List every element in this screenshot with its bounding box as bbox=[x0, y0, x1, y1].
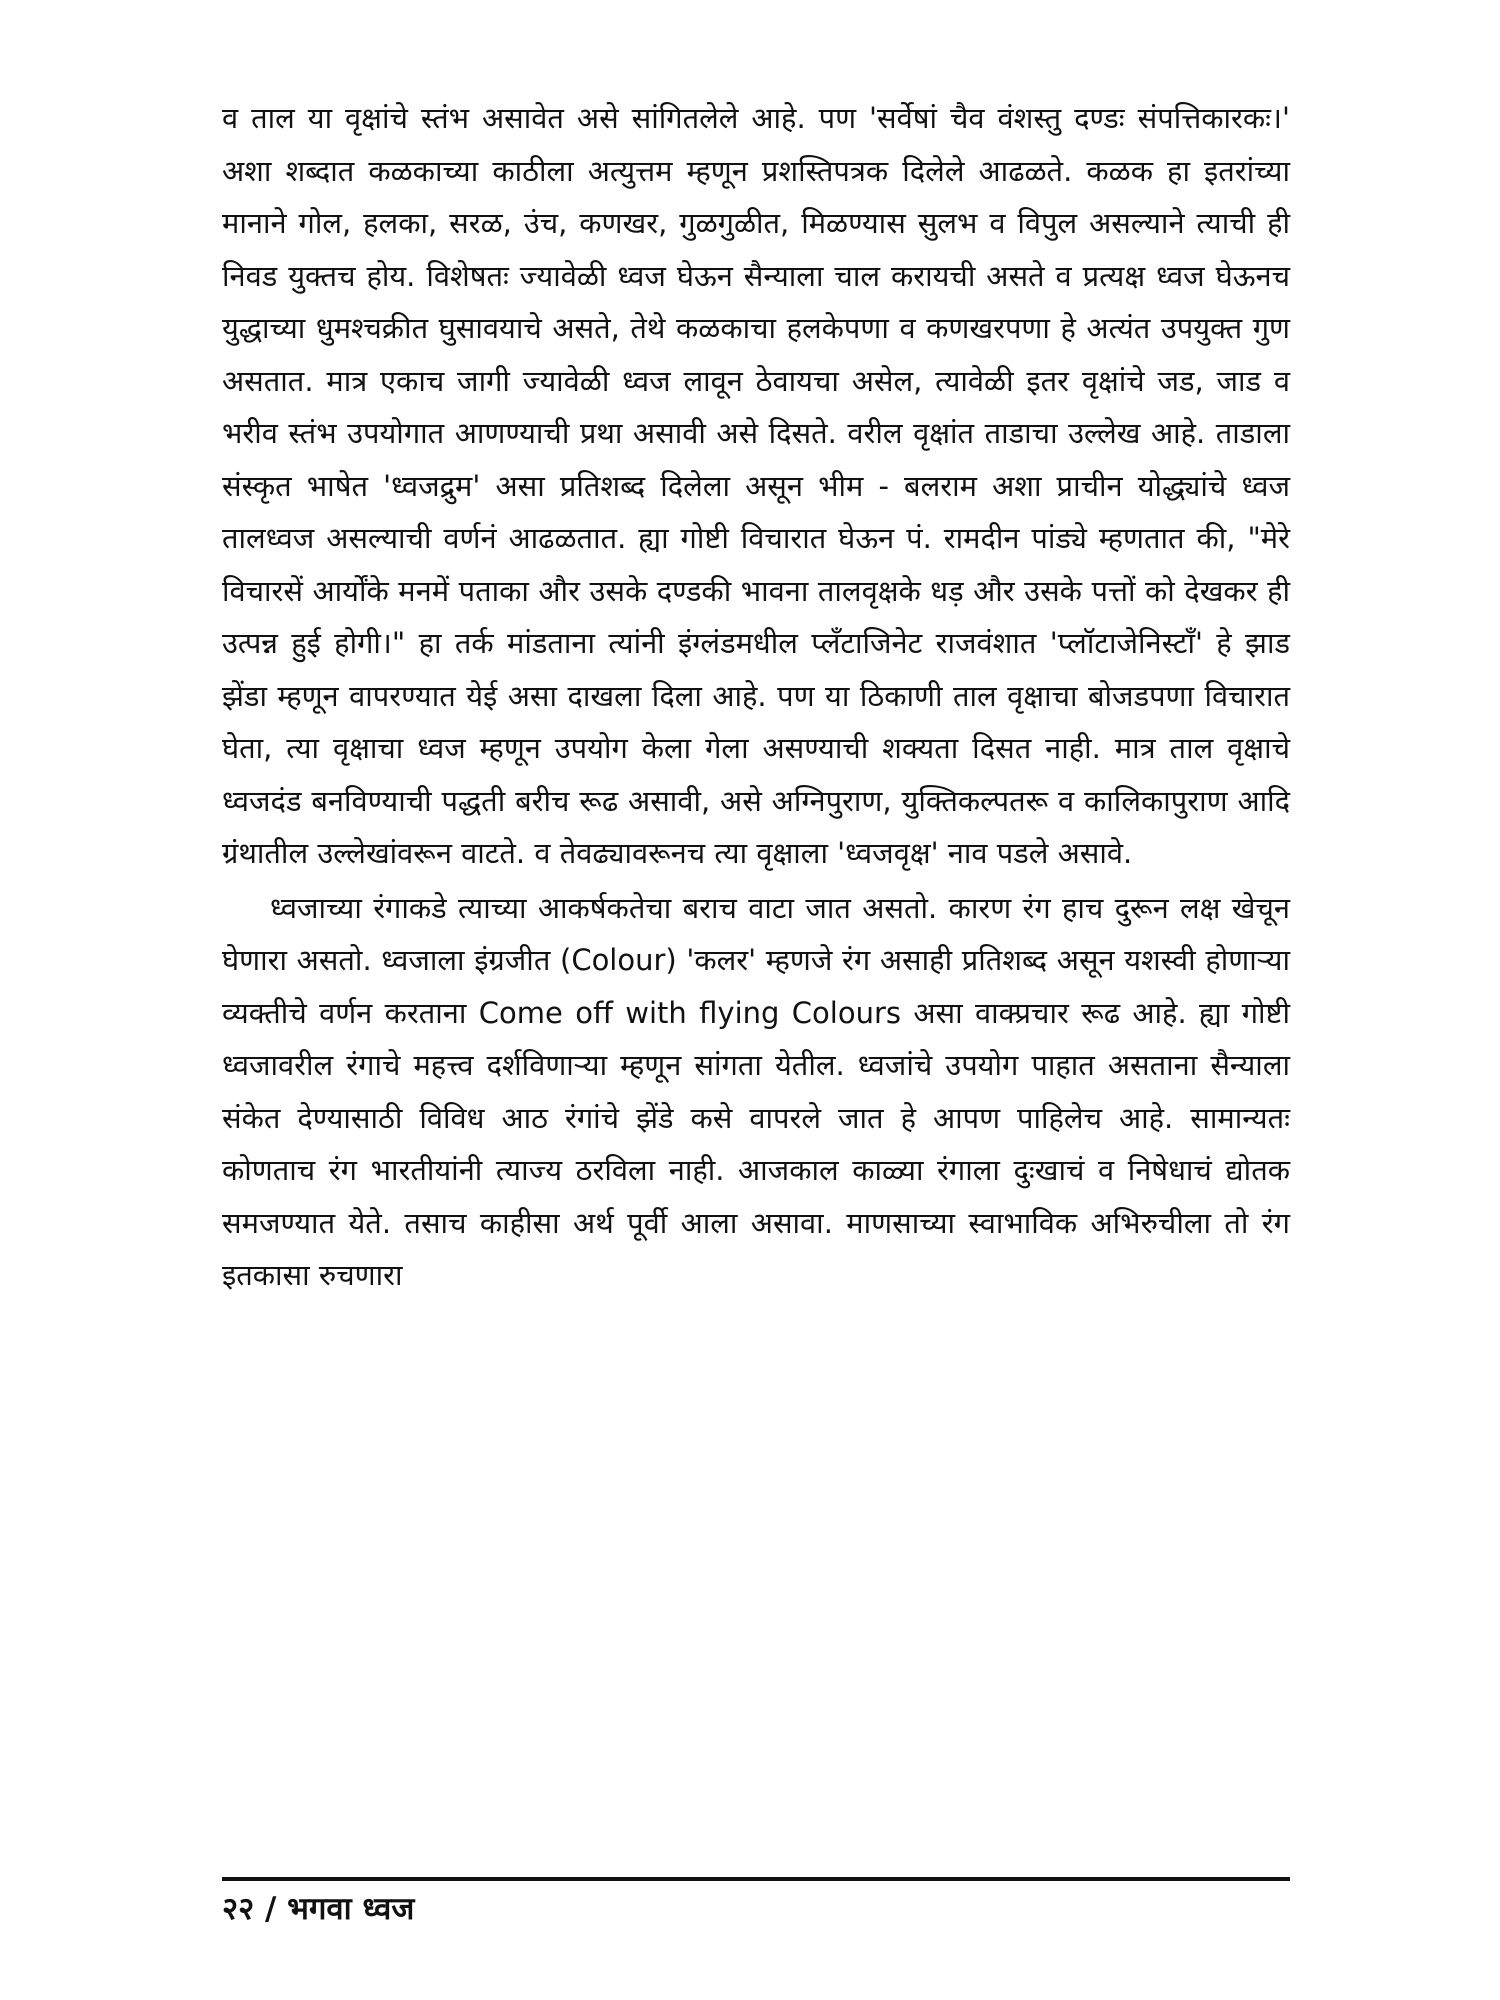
paragraph-flag-colours: ध्वजाच्या रंगाकडे त्याच्या आकर्षकतेचा बराच वाटा जात असतो. कारण रंग हाच दुरून लक्ष खेचून घेणारा असतो. ध्वजाला इंग्रजीत (Colour) 'कलर' म्हणजे रंग असाही प्रतिशब्द असून यशस्वी होणाऱ्या व्यक्तीचे वर्णन करताना Come off with flying Colours असा वाक्प्रचार रूढ आहे. ह्या गोष्टी ध्वजावरील रंगाचे महत्त्व दर्शविणाऱ्या म्हणून सांगता येतील. ध्वजांचे उपयोग पाहात असताना सैन्याला संकेत देण्यासाठी विविध आठ रंगांचे झेंडे कसे वापरले जात हे आपण पाहिलेच आहे. सामान्यतः कोणताच रंग भारतीयांनी त्याज्य ठरविला नाही. आजकाल काळ्या रंगाला दुःखाचं व निषेधाचं द्योतक समजण्यात येते. तसाच काहीसा अर्थ पूर्वी आला असावा. माणसाच्या स्वाभाविक अभिरुचीला तो रंग इतकासा रुचणारा bbox=[222, 890, 1290, 1292]
paragraph-flag-staff: व ताल या वृक्षांचे स्तंभ असावेत असे सांगितलेले आहे. पण 'सर्वेषां चैव वंशस्तु दण्डः संपत्तिकारकः।' अशा शब्दात कळकाच्या काठीला अत्युत्तम म्हणून प्रशस्तिपत्रक दिलेले आढळते. कळक हा इतरांच्या मानाने गोल, हलका, सरळ, उंच, कणखर, गुळगुळीत, मिळण्यास सुलभ व विपुल असल्याने त्याची ही निवड युक्तच होय. विशेषतः ज्यावेळी ध्वज घेऊन सैन्याला चाल करायची असते व प्रत्यक्ष ध्वज घेऊनच युद्धाच्या धुमश्चक्रीत घुसावयाचे असते, तेथे कळकाचा हलकेपणा व कणखरपणा हे अत्यंत उपयुक्त गुण असतात. मात्र एकाच जागी ज्यावेळी ध्वज लावून ठेवायचा असेल, त्यावेळी इतर वृक्षांचे जड, जाड व भरीव स्तंभ उपयोगात आणण्याची प्रथा असावी असे दिसते. वरील वृक्षांत ताडाचा उल्लेख आहे. ताडाला संस्कृत भाषेत 'ध्वजद्रुम' असा प्रतिशब्द दिलेला असून भीम - बलराम अशा प्राचीन योद्ध्यांचे ध्वज तालध्वज असल्याची वर्णनं आढळतात. ह्या गोष्टी विचारात घेऊन पं. रामदीन पांड्ये म्हणतात की, "मेरे विचारसें आर्योंके मनमें पताका और उसके दण्डकी भावना तालवृक्षके धड़ और उसके पत्तों को देखकर ही उत्पन्न हुई होगी।" हा तर्क मांडताना त्यांनी इंग्लंडमधील प्लँटाजिनेट राजवंशात 'प्लॉटाजेनिस्टाँ' हे झाड झेंडा म्हणून वापरण्यात येई असा दाखला दिला आहे. पण या ठिकाणी ताल वृक्षाचा बोजडपणा विचारात घेता, त्या वृक्षाचा ध्वज म्हणून उपयोग केला गेला असण्याची शक्यता दिसत नाही. मात्र ताल वृक्षाचे ध्वजदंड बनविण्याची पद्धती बरीच रूढ असावी, असे अग्निपुराण, युक्तिकल्पतरू व कालिकापुराण आदि ग्रंथातील उल्लेखांवरून वाटते. व तेवढ्यावरूनच त्या वृक्षाला 'ध्वजवृक्ष' नाव पडले असावे. bbox=[222, 101, 1290, 870]
body-text bbox=[222, 92, 1290, 1302]
page-footer: २२ / भगवा ध्वज bbox=[222, 1891, 415, 1927]
footer-divider bbox=[222, 1877, 1290, 1881]
